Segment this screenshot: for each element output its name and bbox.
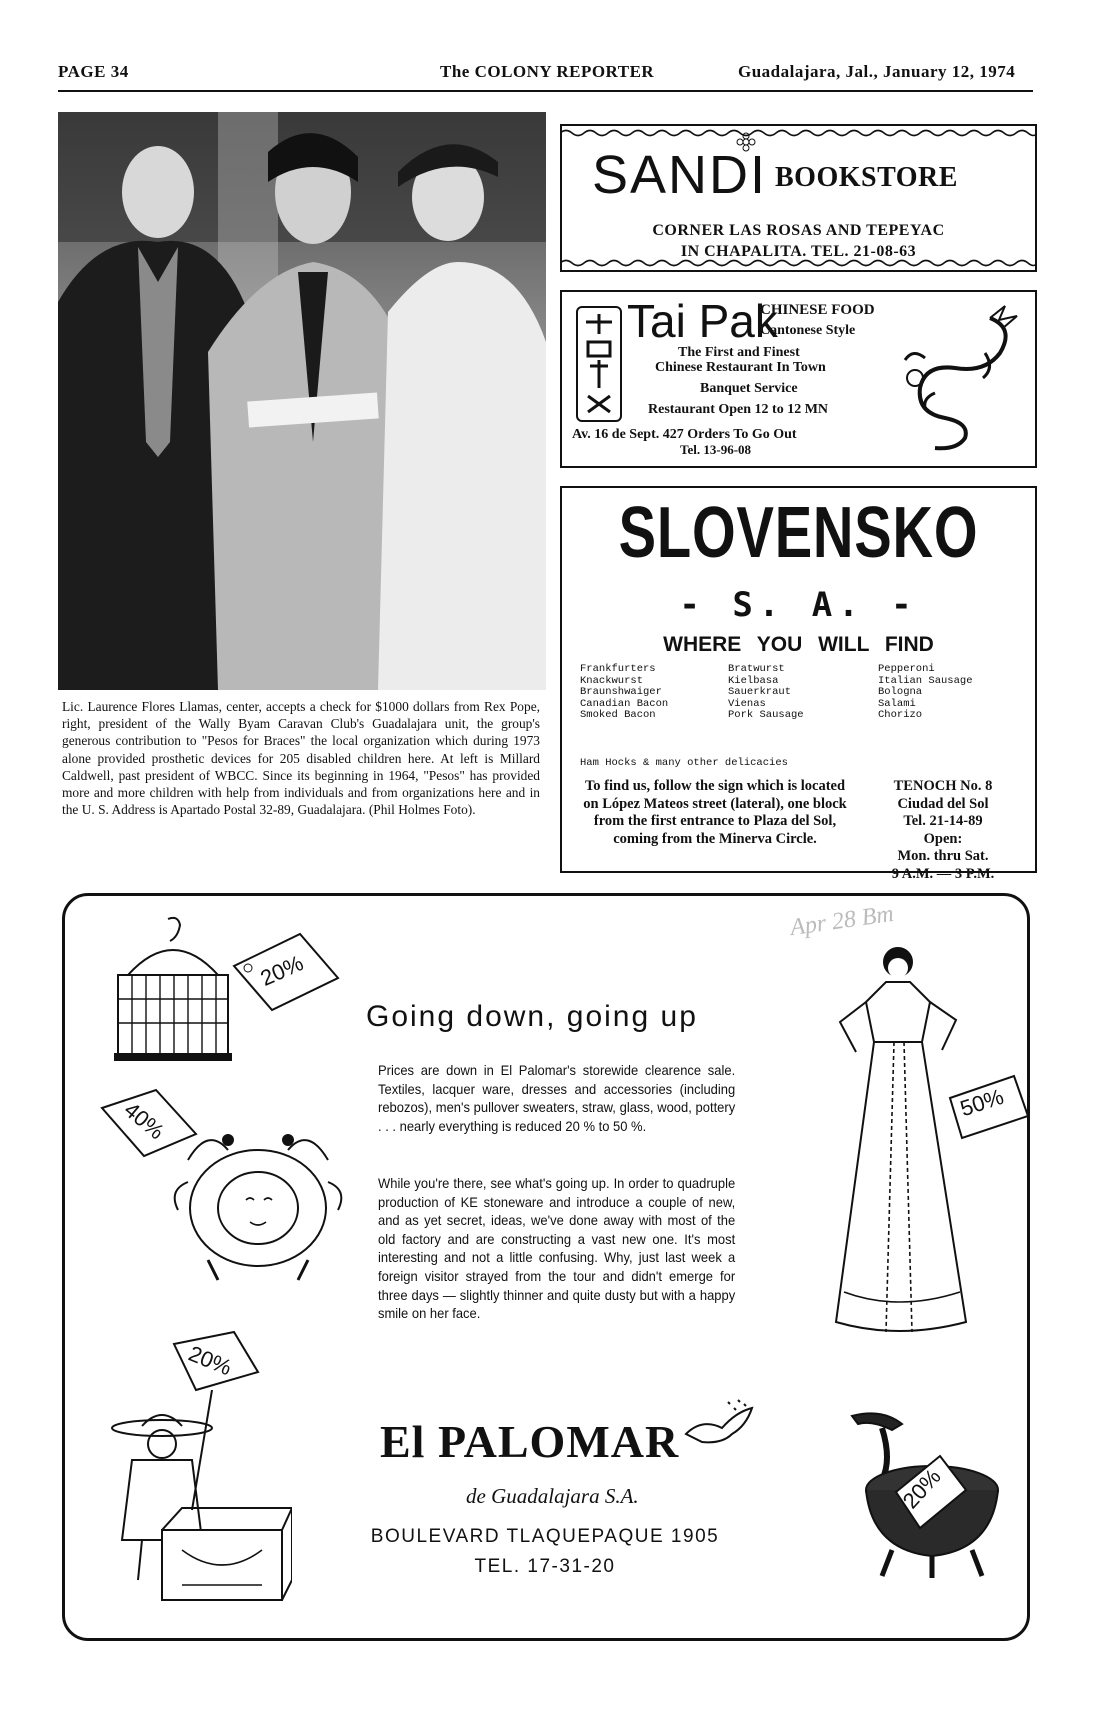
taipak-line1: The First and Finest bbox=[678, 345, 800, 360]
sandi-address: CORNER LAS ROSAS AND TEPEYAC bbox=[652, 222, 945, 239]
photo-illustration bbox=[58, 112, 546, 690]
doll-and-chest-icon bbox=[92, 1390, 292, 1620]
page-number: PAGE 34 bbox=[58, 62, 129, 81]
chinese-seal-icon bbox=[576, 306, 622, 422]
taipak-phone: Tel. 13-96-08 bbox=[680, 442, 752, 457]
dragon-icon bbox=[895, 298, 1025, 456]
product-item: Braunshwaiger bbox=[580, 686, 662, 698]
dress-icon bbox=[826, 942, 976, 1342]
slovensko-hours: 9 A.M. — 3 P.M. bbox=[891, 865, 995, 882]
product-item: Salami bbox=[878, 697, 916, 710]
news-photo bbox=[58, 112, 546, 690]
palomar-phone: TEL. 17-31-20 bbox=[474, 1556, 616, 1577]
slovensko-title: SLOVENSKO bbox=[618, 493, 979, 573]
slovensko-address-1: TENOCH No. 8 bbox=[893, 778, 993, 794]
product-column-3 bbox=[878, 664, 973, 722]
slovensko-open-label: Open: bbox=[923, 830, 963, 847]
birdcage-icon bbox=[108, 915, 238, 1065]
product-item: Frankfurters bbox=[580, 663, 656, 675]
product-item: Kielbasa bbox=[728, 674, 779, 687]
product-item: Chorizo bbox=[878, 709, 923, 721]
product-column-2 bbox=[728, 664, 804, 722]
taipak-hours: Restaurant Open 12 to 12 MN bbox=[648, 402, 829, 417]
tag-doll-label: 20% bbox=[185, 1340, 236, 1381]
slovensko-days: Mon. thru Sat. bbox=[897, 848, 989, 864]
product-item: Italian Sausage bbox=[878, 674, 973, 687]
product-item: Smoked Bacon bbox=[580, 709, 656, 721]
product-column-1 bbox=[580, 664, 668, 722]
taipak-name: Tai Pak bbox=[627, 295, 778, 347]
sandi-logo: SANDI bbox=[592, 145, 768, 205]
header-rule bbox=[58, 90, 1033, 92]
slovensko-phone: Tel. 21-14-89 bbox=[903, 813, 983, 829]
slovensko-address-2: Ciudad del Sol bbox=[897, 795, 989, 812]
product-item: Canadian Bacon bbox=[580, 697, 669, 710]
product-item: Vienas bbox=[728, 697, 766, 710]
taipak-line3: Banquet Service bbox=[700, 381, 798, 396]
taipak-address: Av. 16 de Sept. 427 Orders To Go Out bbox=[572, 427, 797, 442]
palomar-headline: Going down, going up bbox=[366, 1000, 698, 1033]
dove-icon bbox=[682, 1398, 756, 1450]
product-item: Pepperoni bbox=[878, 663, 935, 675]
slovensko-sa: - S. A. - bbox=[679, 585, 918, 625]
tag-birdcage-label: 20% bbox=[256, 950, 308, 991]
palomar-address: BOULEVARD TLAQUEPAQUE 1905 bbox=[370, 1526, 720, 1547]
dateline: Guadalajara, Jal., January 12, 1974 bbox=[738, 62, 1016, 81]
sandi-phone: IN CHAPALITA. TEL. 21-08-63 bbox=[680, 243, 917, 260]
newspaper-name: The COLONY REPORTER bbox=[440, 62, 655, 81]
palomar-paragraph-2: While you're there, see what's going up. In order to quadruple production of KE stoneware and introduce a couple of new, and as yet secret, ideas, we've done away with most of the old factory and are constructing a vast new one. It's most interesting and not a little confusing. Why, just last week a foreign visitor strayed from the tour and didn't emerge for three days — slightly thinner and quite dusty but with a happy smile on her face. bbox=[378, 1176, 736, 1322]
photo-caption: Lic. Laurence Flores Llamas, center, accepts a check for $1000 dollars from Rex Pope, right, president of the Wally Byam Caravan Club's Guadalajara unit, the group's generous contribution to "Pesos for Braces" the local organization which during 1973 alone provided prosthetic devices for 205 disabled children here. At left is Millard Caldwell, past president of WBCC. Since its beginning in 1964, "Pesos" has provided more and more children with help from individuals and from organizations here and in the U. S. Address is Apartado Postal 32-89, Guadalajara. (Phil Holmes Foto). bbox=[62, 699, 540, 818]
sandi-tagline: BOOKSTORE bbox=[775, 162, 958, 193]
tag-sun-label: 40% bbox=[119, 1096, 170, 1145]
product-item: Pork Sausage bbox=[728, 709, 804, 721]
taipak-style: Cantonese Style bbox=[760, 323, 856, 338]
product-item: Sauerkraut bbox=[728, 686, 792, 698]
product-item: Knackwurst bbox=[580, 674, 644, 687]
product-item: Bratwurst bbox=[728, 663, 785, 675]
palomar-subtitle: de Guadalajara S.A. bbox=[466, 1484, 639, 1508]
wave-border-top bbox=[560, 128, 1037, 138]
sun-plate-icon bbox=[168, 1120, 348, 1285]
slovensko-heading: WHERE YOU WILL FIND bbox=[663, 633, 934, 656]
tag-pot-label: 20% bbox=[897, 1463, 946, 1514]
slovensko-directions: To find us, follow the sign which is located on López Mateos street (lateral), one block from the first entrance to Plaza del Sol, coming from the Minerva Circle. bbox=[583, 778, 847, 847]
palomar-logo: El PALOMAR bbox=[380, 1416, 680, 1467]
slovensko-contact bbox=[863, 778, 1023, 883]
palomar-paragraph-1: Prices are down in El Palomar's storewide clearence sale. Textiles, lacquer ware, dresses and accessories (including rebozos), men's pullover sweaters, straw, glass, wood, pottery . . . nearly everything is reduced 20 % to 50 %. bbox=[378, 1063, 736, 1134]
product-item: Bologna bbox=[878, 686, 923, 698]
tag-dress-label: 50% bbox=[957, 1083, 1007, 1122]
taipak-cuisine: CHINESE FOOD bbox=[760, 302, 875, 318]
product-more: Ham Hocks & many other delicacies bbox=[580, 757, 788, 769]
taipak-line2: Chinese Restaurant In Town bbox=[655, 360, 826, 375]
handwritten-note: Apr 28 Bm bbox=[788, 900, 896, 942]
